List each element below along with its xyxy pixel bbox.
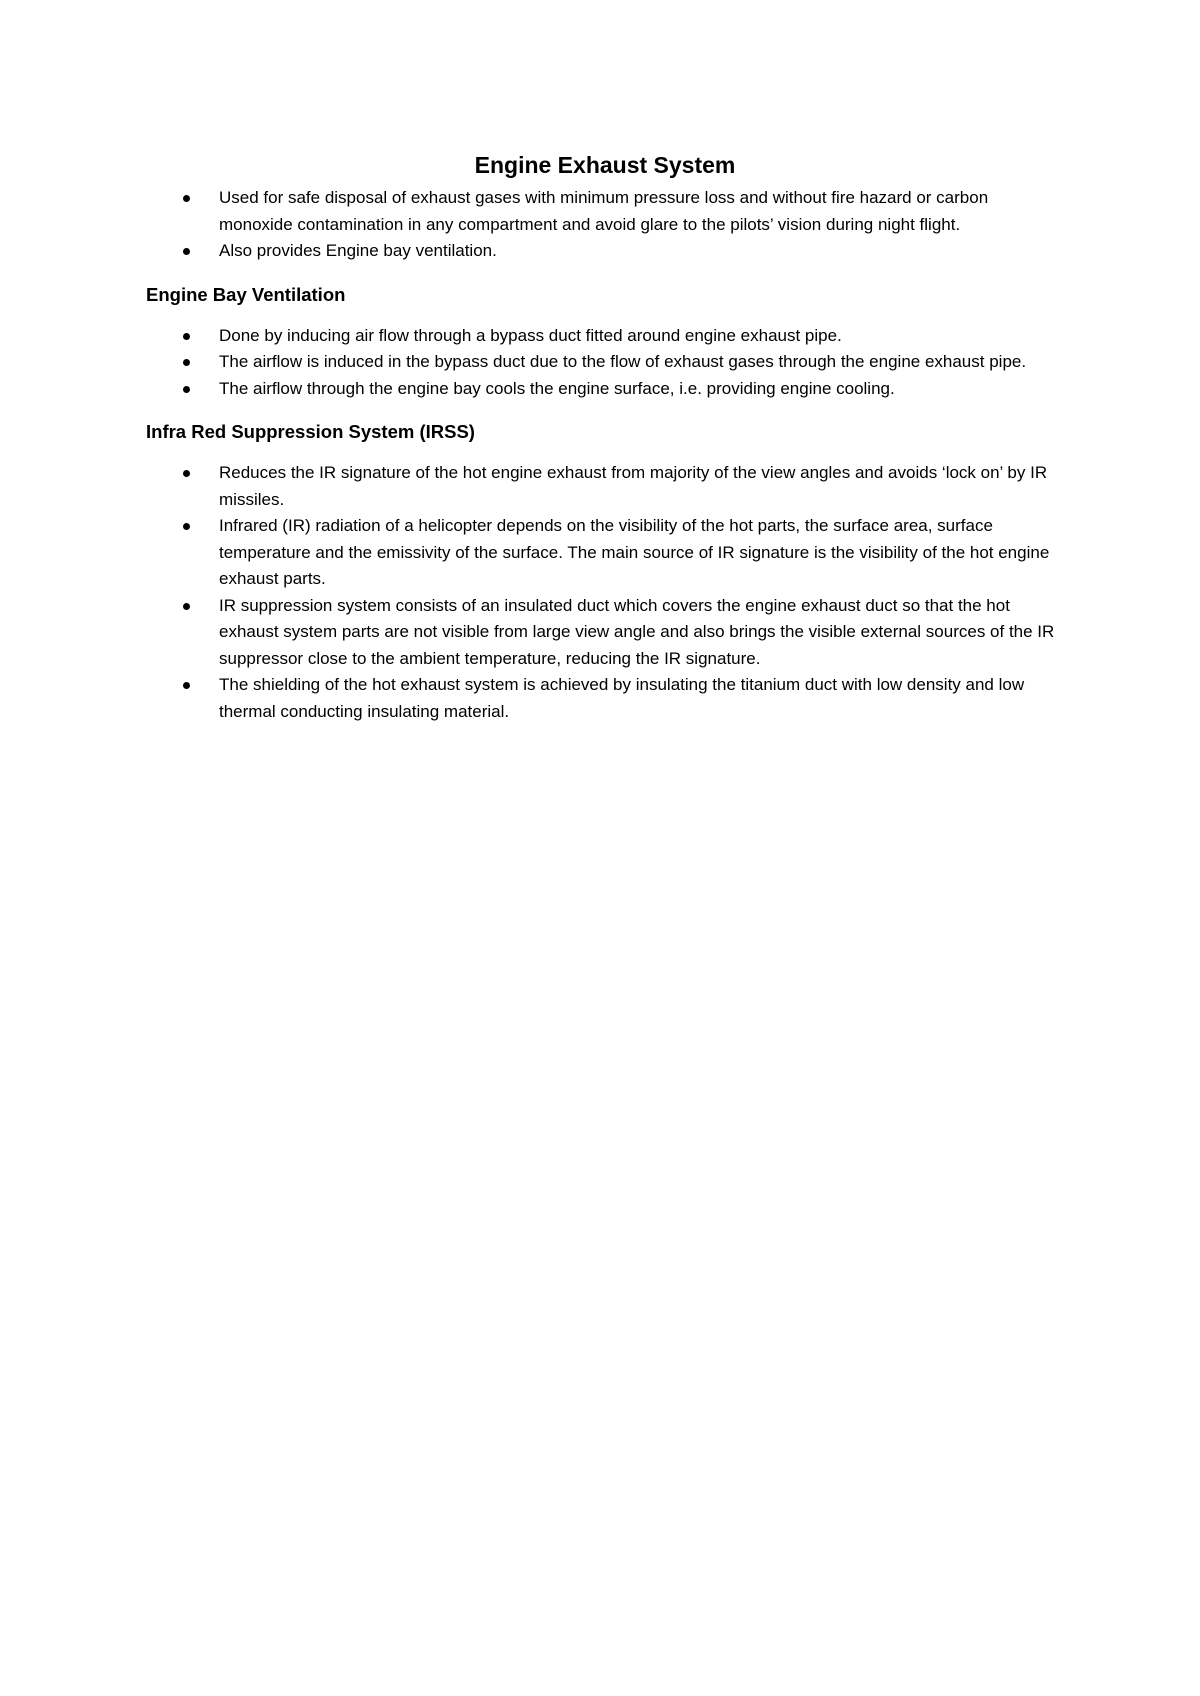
list-item-text: The shielding of the hot exhaust system is achieved by insulating the titanium duct with low density and low thermal conducting insulating material. bbox=[219, 675, 1025, 721]
list-item bbox=[146, 238, 1064, 265]
bullet-icon bbox=[183, 603, 190, 610]
list-item bbox=[146, 185, 1064, 238]
bullet-icon bbox=[183, 333, 190, 340]
list-item-text: Done by inducing air flow through a bypass duct fitted around engine exhaust pipe. bbox=[219, 325, 842, 345]
list-item bbox=[146, 323, 1064, 350]
list-item bbox=[146, 349, 1064, 376]
list-item-text: Reduces the IR signature of the hot engine exhaust from majority of the view angles and avoids ‘lock on’ by IR missiles. bbox=[219, 463, 1048, 509]
list-item bbox=[146, 513, 1064, 593]
list-item-text: Also provides Engine bay ventilation. bbox=[219, 241, 497, 260]
page-title: Engine Exhaust System bbox=[474, 152, 736, 178]
bullet-icon bbox=[183, 682, 190, 689]
list-item bbox=[146, 376, 1064, 403]
list-item bbox=[146, 593, 1064, 673]
bullet-icon bbox=[183, 195, 190, 202]
bullet-icon bbox=[183, 248, 190, 255]
list-item bbox=[146, 672, 1064, 725]
section-heading-irss: Infra Red Suppression System (IRSS) bbox=[146, 421, 475, 442]
bullet-icon bbox=[183, 386, 190, 393]
list-item-text: The airflow through the engine bay cools the engine surface, i.e. providing engine cooling. bbox=[219, 378, 895, 398]
ventilation-bullet-list bbox=[146, 323, 1064, 403]
document-body bbox=[146, 145, 1064, 725]
bullet-icon bbox=[183, 523, 190, 530]
intro-bullet-list bbox=[146, 185, 1064, 265]
bullet-icon bbox=[183, 359, 190, 366]
section-heading-engine-bay-ventilation: Engine Bay Ventilation bbox=[146, 283, 346, 305]
list-item-text: IR suppression system consists of an insulated duct which covers the engine exhaust duct so that the hot exhaust system parts are not visible from large view angle and also brings the visible external sources of the IR suppressor close to the ambient temperature, reducing the IR signature. bbox=[219, 595, 1055, 668]
bullet-icon bbox=[183, 470, 190, 477]
irss-bullet-list bbox=[146, 460, 1064, 725]
list-item-text: Infrared (IR) radiation of a helicopter depends on the visibility of the hot parts, the surface area, surface temperature and the emissivity of the surface. The main source of IR signature is the visibility of the hot engine exhaust parts. bbox=[219, 516, 1050, 588]
list-item-text: Used for safe disposal of exhaust gases with minimum pressure loss and without fire hazard or carbon monoxide contamination in any compartment and avoid glare to the pilots’ vision during night flight. bbox=[219, 188, 989, 234]
list-item-text: The airflow is induced in the bypass duct due to the flow of exhaust gases through the engine exhaust pipe. bbox=[219, 352, 1027, 371]
list-item bbox=[146, 460, 1064, 513]
